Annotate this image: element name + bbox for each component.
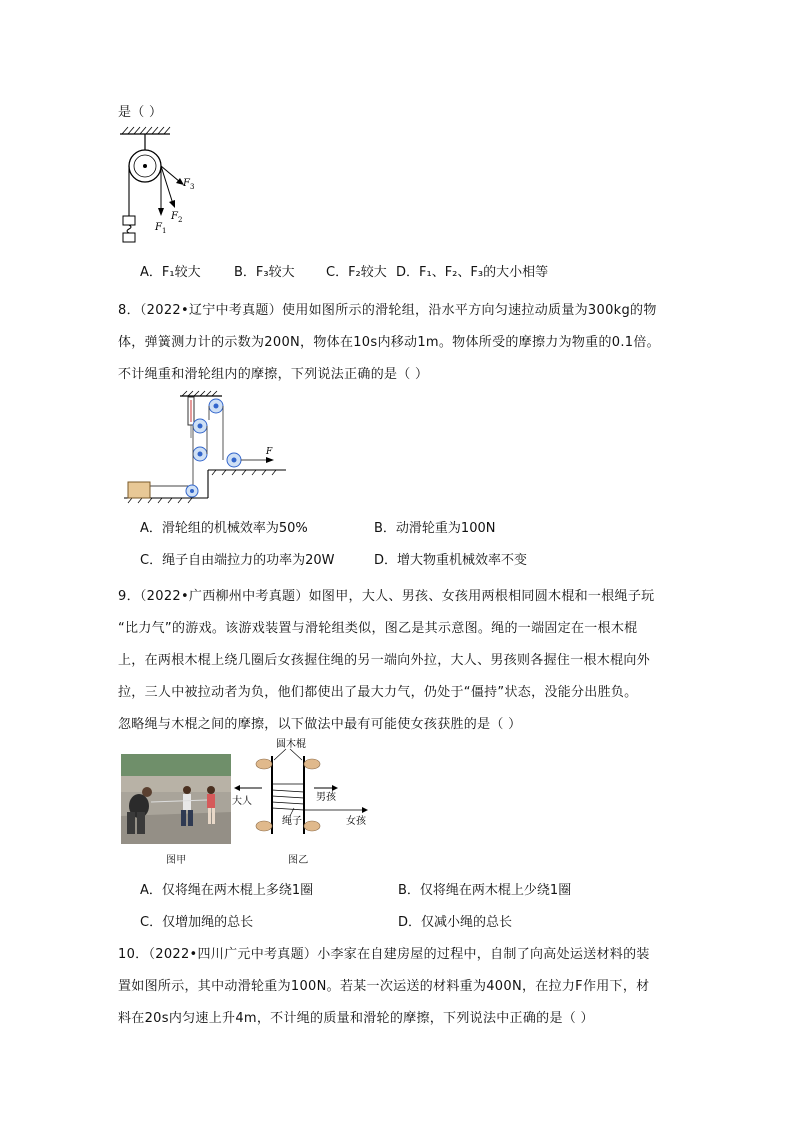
q8-option-c[interactable]: C．绳子自由端拉力的功率为20W xyxy=(140,553,335,568)
q9-stem-line4: 拉，三人中被拉动者为负，他们都使出了最大力气，仍处于“僵持”状态，没能分出胜负。 xyxy=(118,685,638,700)
fig-b-caption: 图乙 xyxy=(288,855,309,866)
f1-label: F xyxy=(155,222,162,233)
q9-photo-figure xyxy=(121,754,231,844)
stick-label: 圆木棍 xyxy=(276,739,306,750)
fig-a-caption: 图甲 xyxy=(166,855,187,866)
q10-stem-line2: 置如图所示，其中动滑轮重为100N。若某一次运送的材料重为400N，在拉力F作用下，材 xyxy=(118,979,650,994)
force-label: F xyxy=(266,447,273,457)
q9-stem-line1: 9．（2022•广西柳州中考真题）如图甲，大人、男孩、女孩用两根相同圆木棍和一根绳子玩 xyxy=(118,589,655,604)
adult-label: 大人 xyxy=(232,796,252,807)
q9-option-d[interactable]: D．仅减小绳的总长 xyxy=(398,915,513,930)
q8-stem-line1: 8．（2022•辽宁中考真题）使用如图所示的滑轮组，沿水平方向匀速拉动质量为300kg的物 xyxy=(118,303,657,318)
svg-text:3: 3 xyxy=(190,183,195,191)
f3-label: F xyxy=(183,178,190,189)
q7-pulley-figure xyxy=(118,124,208,264)
q9-option-b[interactable]: B．仅将绳在两木棍上少绕1圈 xyxy=(398,883,572,898)
q9-stem-line2: “比力气”的游戏。该游戏装置与滑轮组类似，图乙是其示意图。绳的一端固定在一根木棍 xyxy=(118,621,638,636)
q7-option-d[interactable]: D．F₁、F₂、F₃的大小相等 xyxy=(396,265,549,280)
q9-option-c[interactable]: C．仅增加绳的总长 xyxy=(140,915,254,930)
q8-stem-line2: 体，弹簧测力计的示数为200N，物体在10s内移动1m。物体所受的摩擦力为物重的0.1倍。 xyxy=(118,335,660,350)
q7-stem-tail: 是（ ） xyxy=(118,105,163,120)
q7-option-a[interactable]: A．F₁较大 xyxy=(140,265,201,280)
q8-option-b[interactable]: B．动滑轮重为100N xyxy=(374,521,496,536)
q9-option-a[interactable]: A．仅将绳在两木棍上多绕1圈 xyxy=(140,883,314,898)
q10-stem-line1: 10．（2022•四川广元中考真题）小李家在自建房屋的过程中，自制了向高处运送材料的装 xyxy=(118,947,650,962)
f2-label: F xyxy=(171,211,178,222)
q7-option-c[interactable]: C．F₂较大 xyxy=(326,265,387,280)
q8-option-a[interactable]: A．滑轮组的机械效率为50% xyxy=(140,521,308,536)
q8-stem-line3: 不计绳重和滑轮组内的摩擦，下列说法正确的是（ ） xyxy=(118,367,429,382)
q9-stem-line5: 忽略绳与木棍之间的摩擦，以下做法中最有可能使女孩获胜的是（ ） xyxy=(118,717,522,732)
q9-diagram-figure xyxy=(228,738,378,844)
q9-stem-line3: 上，在两根木棍上绕几圈后女孩握住绳的另一端向外拉，大人、男孩则各握住一根木棍向外 xyxy=(118,653,651,668)
rope-label: 绳子 xyxy=(282,816,302,827)
boy-label: 男孩 xyxy=(316,792,336,803)
svg-text:1: 1 xyxy=(162,227,167,235)
girl-label: 女孩 xyxy=(346,816,366,827)
q8-option-d[interactable]: D．增大物重机械效率不变 xyxy=(374,553,528,568)
q7-option-b[interactable]: B．F₃较大 xyxy=(234,265,295,280)
q10-stem-line3: 料在20s内匀速上升4m，不计绳的质量和滑轮的摩擦，下列说法中正确的是（ ） xyxy=(118,1011,594,1026)
svg-text:2: 2 xyxy=(178,216,183,224)
q8-pulley-figure xyxy=(120,390,290,510)
